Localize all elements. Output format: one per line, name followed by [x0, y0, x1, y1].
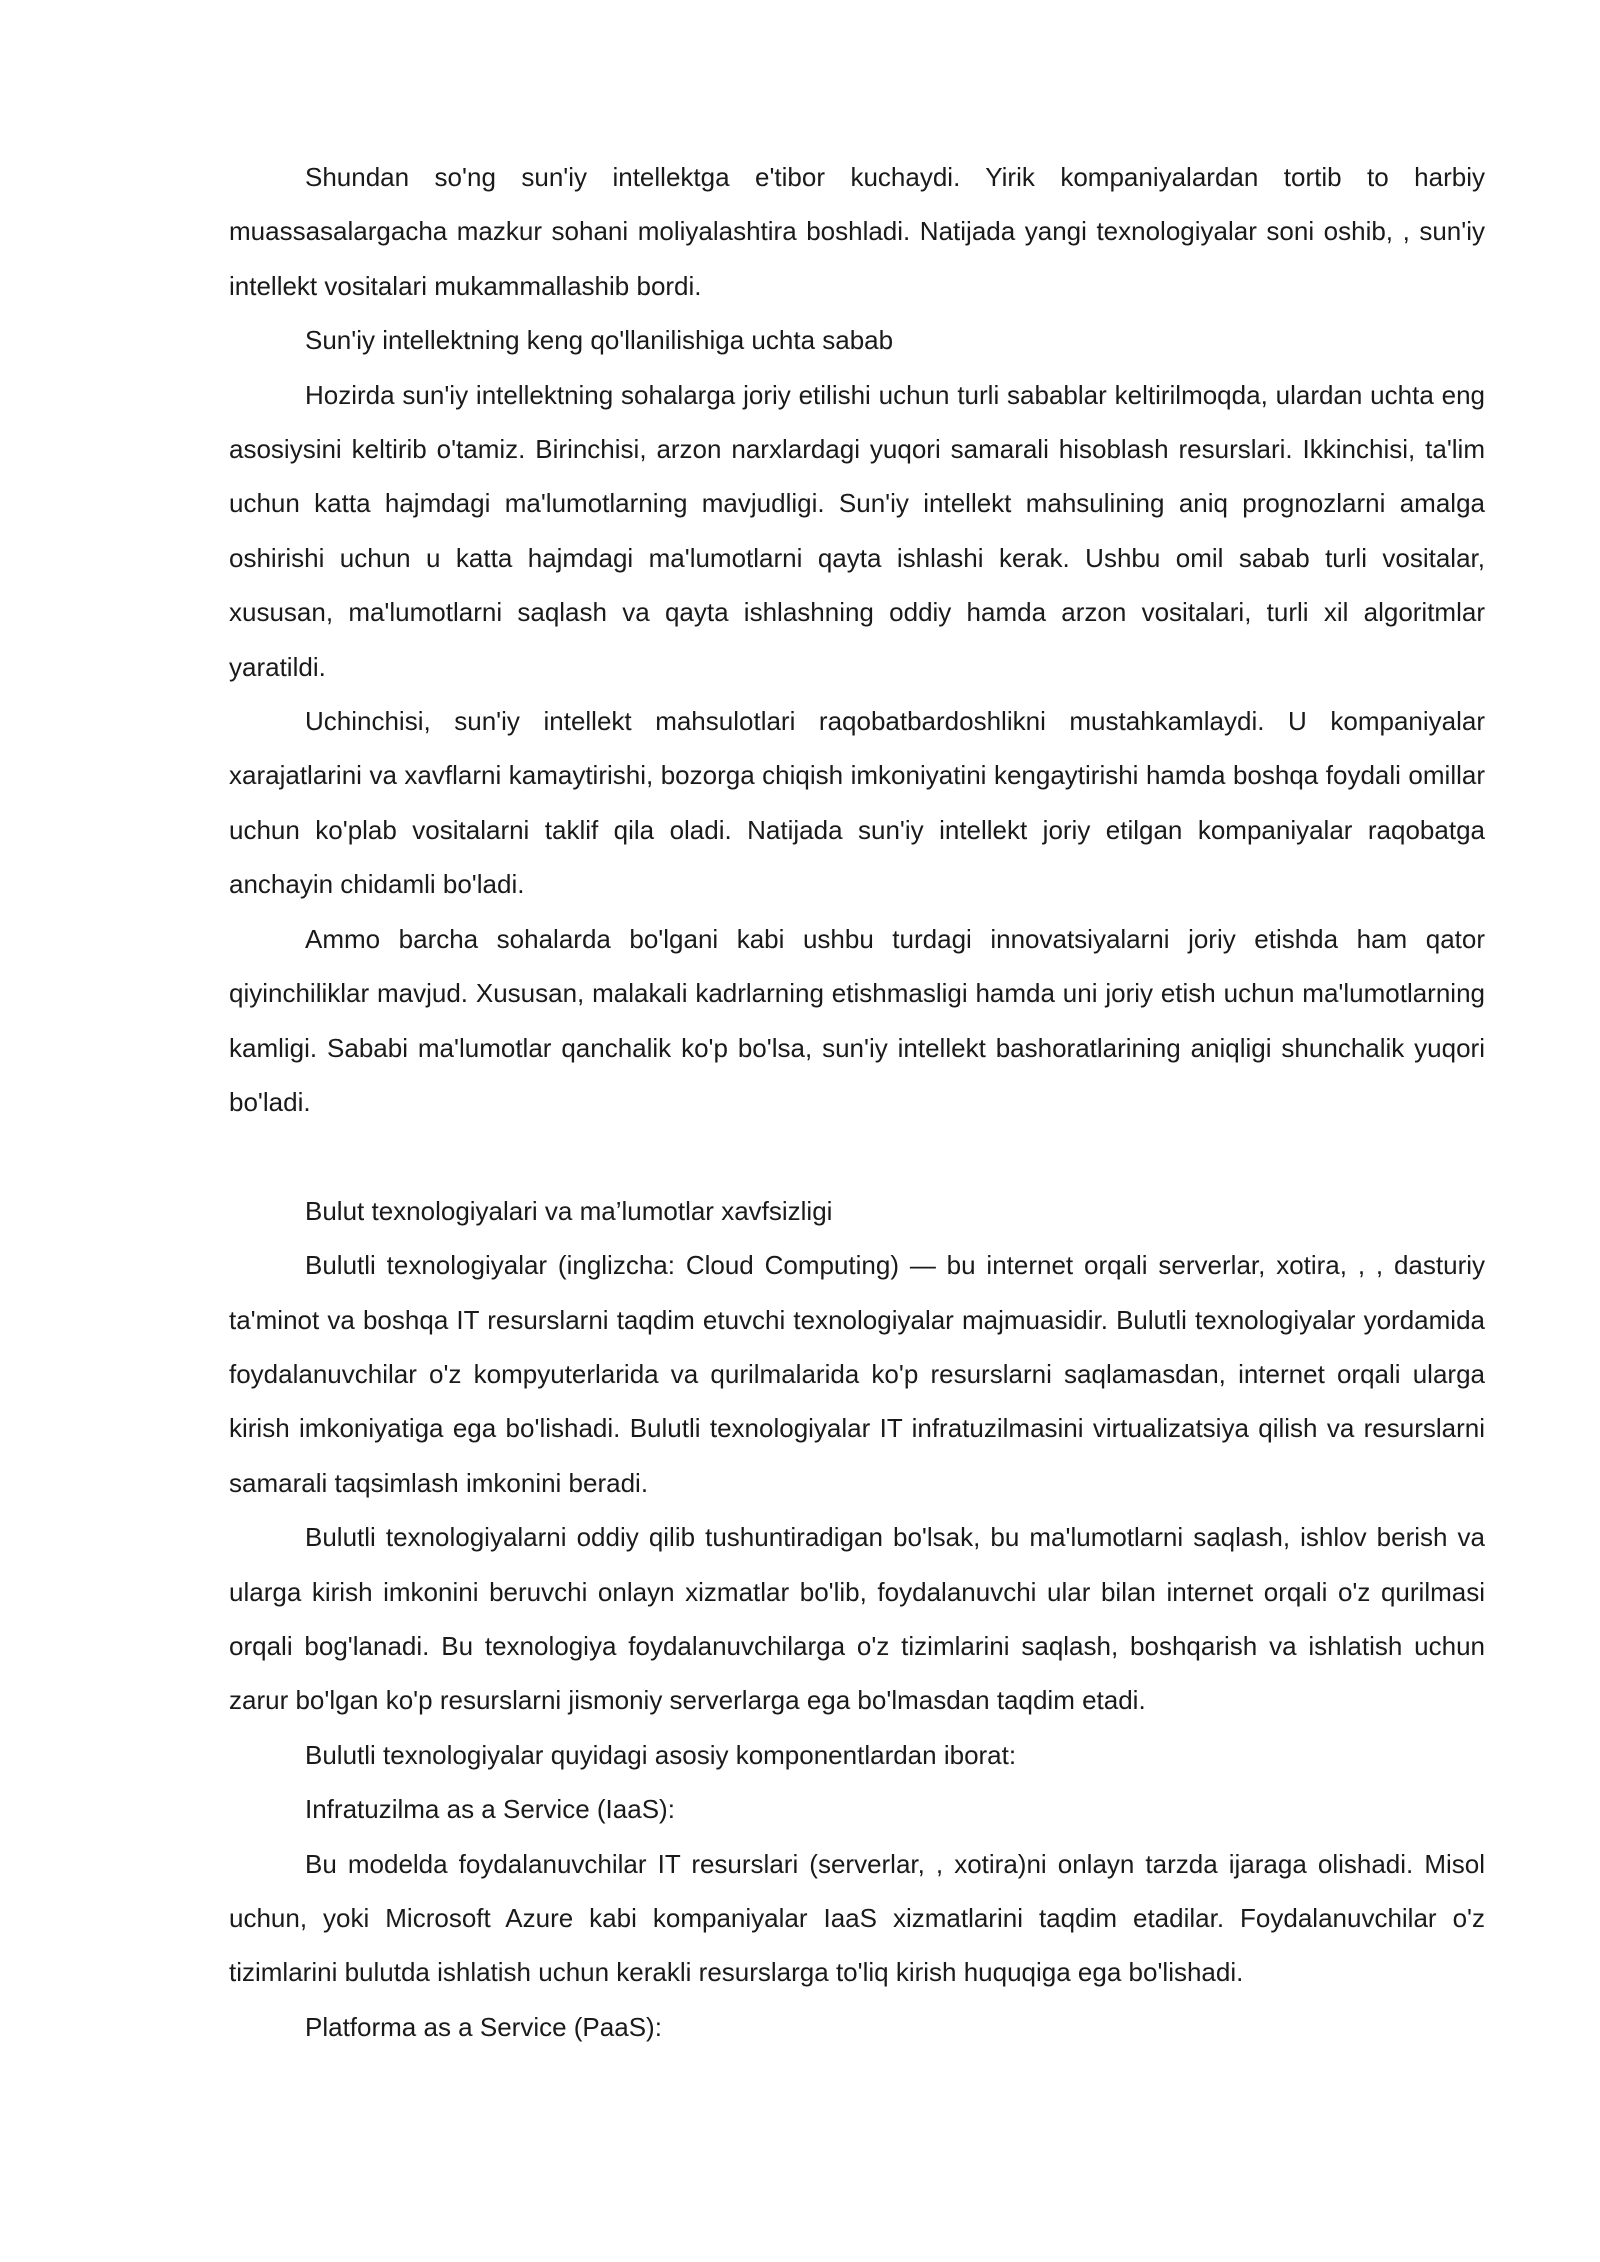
paragraph-cloud-explained: Bulutli texnologiyalarni oddiy qilib tushuntiradigan bo'lsak, bu ma'lumotlarni saqlash, ishlov berish va ularga kirish imkonini beruvchi onlayn xizmatlar bo'lib, foydalanuvchi ular bilan internet orqali o'z qurilmasi orqali bog'lanadi. Bu texnologiya foydalanuvchilarga o'z tizimlarini saqlash, boshqarish va ishlatish uchun zarur bo'lgan ko'p resurslarni jismoniy serverlarga ega bo'lmasdan taqdim etadi. — [229, 1522, 1485, 1716]
subheading-iaas: Infratuzilma as a Service (IaaS): — [305, 1794, 675, 1825]
paragraph-iaas: Bu modelda foydalanuvchilar IT resurslari (serverlar, , xotira)ni onlayn tarzda ijaraga olishadi. Misol uchun, yoki Microsoft Azure kabi kompaniyalar IaaS xizmatlarini taqdim etadilar. Foydalanuvchilar o'z tizimlarini bulutda ishlatish uchun kerakli resurslarga to'liq kirish huquqiga ega bo'lishadi. — [229, 1848, 1485, 1988]
paragraph-reasons: Hozirda sun'iy intellektning sohalarga joriy etilishi uchun turli sabablar keltirilmoqda, ulardan uchta eng asosiysini keltirib o'tamiz. Birinchisi, arzon narxlardagi yuqori samarali hisoblash resurslari. Ikkinchisi, ta'lim uchun katta hajmdagi ma'lumotlarning mavjudligi. Sun'iy intellekt mahsulining aniq prognozlarni amalga oshirishi uchun u katta hajmdagi ma'lumotlarni qayta ishlashi kerak. Ushbu omil sabab turli vositalar, xususan, ma'lumotlarni saqlash va qayta ishlashning oddiy hamda arzon vositalari, turli xil algoritmlar yaratildi. — [229, 379, 1485, 682]
paragraph-ai-funding: Shundan so'ng sun'iy intellektga e'tibor kuchaydi. Yirik kompaniyalardan tortib to harbiy muassasalargacha mazkur sohani moliyalashtira boshladi. Natijada yangi texnologiyalar soni oshib, , sun'iy intellekt vositalari mukammallashib bordi. — [229, 162, 1485, 301]
paragraph-components-intro: Bulutli texnologiyalar quyidagi asosiy komponentlardan iborat: — [305, 1739, 1017, 1770]
paragraph-third-reason: Uchinchisi, sun'iy intellekt mahsulotlari raqobatbardoshlikni mustahkamlaydi. U kompaniyalar xarajatlarini va xavflarni kamaytirishi, bozorga chiqish imkoniyatini kengaytirishi hamda boshqa foydali omillar uchun ko'plab vositalarni taklif qila oladi. Natijada sun'iy intellekt joriy etilgan kompaniyalar raqobatga anchayin chidamli bo'ladi. — [229, 706, 1485, 900]
paragraph-cloud-definition: Bulutli texnologiyalar (inglizcha: Cloud Computing) — bu internet orqali serverlar, xotira, , , dasturiy ta'minot va boshqa IT resurslarni taqdim etuvchi texnologiyalar majmuasidir. Bulutli texnologiyalar yordamida foydalanuvchilar o'z kompyuterlarida va qurilmalarida ko'p resurslarni saqlamasdan, internet orqali ularga kirish imkoniyatiga ega bo'lishadi. Bulutli texnologiyalar IT infratuzilmasini virtualizatsiya qilish va resurslarni samarali taqsimlash imkonini beradi. — [229, 1250, 1485, 1498]
section-spacer — [229, 1129, 1485, 1183]
paragraph-challenges: Ammo barcha sohalarda bo'lgani kabi ushbu turdagi innovatsiyalarni joriy etishda ham qator qiyinchiliklar mavjud. Xususan, malakali kadrlarning etishmasligi hamda uni joriy etish uchun ma'lumotlarning kamligi. Sababi ma'lumotlar qanchalik ko'p bo'lsa, sun'iy intellekt bashoratlarining aniqligi shunchalik yuqori bo'ladi. — [229, 923, 1485, 1117]
section-heading-cloud: Bulut texnologiyalari va ma’lumotlar xavfsizligi — [305, 1195, 833, 1226]
subheading-three-reasons: Sun'iy intellektning keng qo'llanilishiga uchta sabab — [305, 325, 894, 356]
document-page — [229, 150, 1485, 2054]
subheading-paas: Platforma as a Service (PaaS): — [305, 2011, 662, 2042]
